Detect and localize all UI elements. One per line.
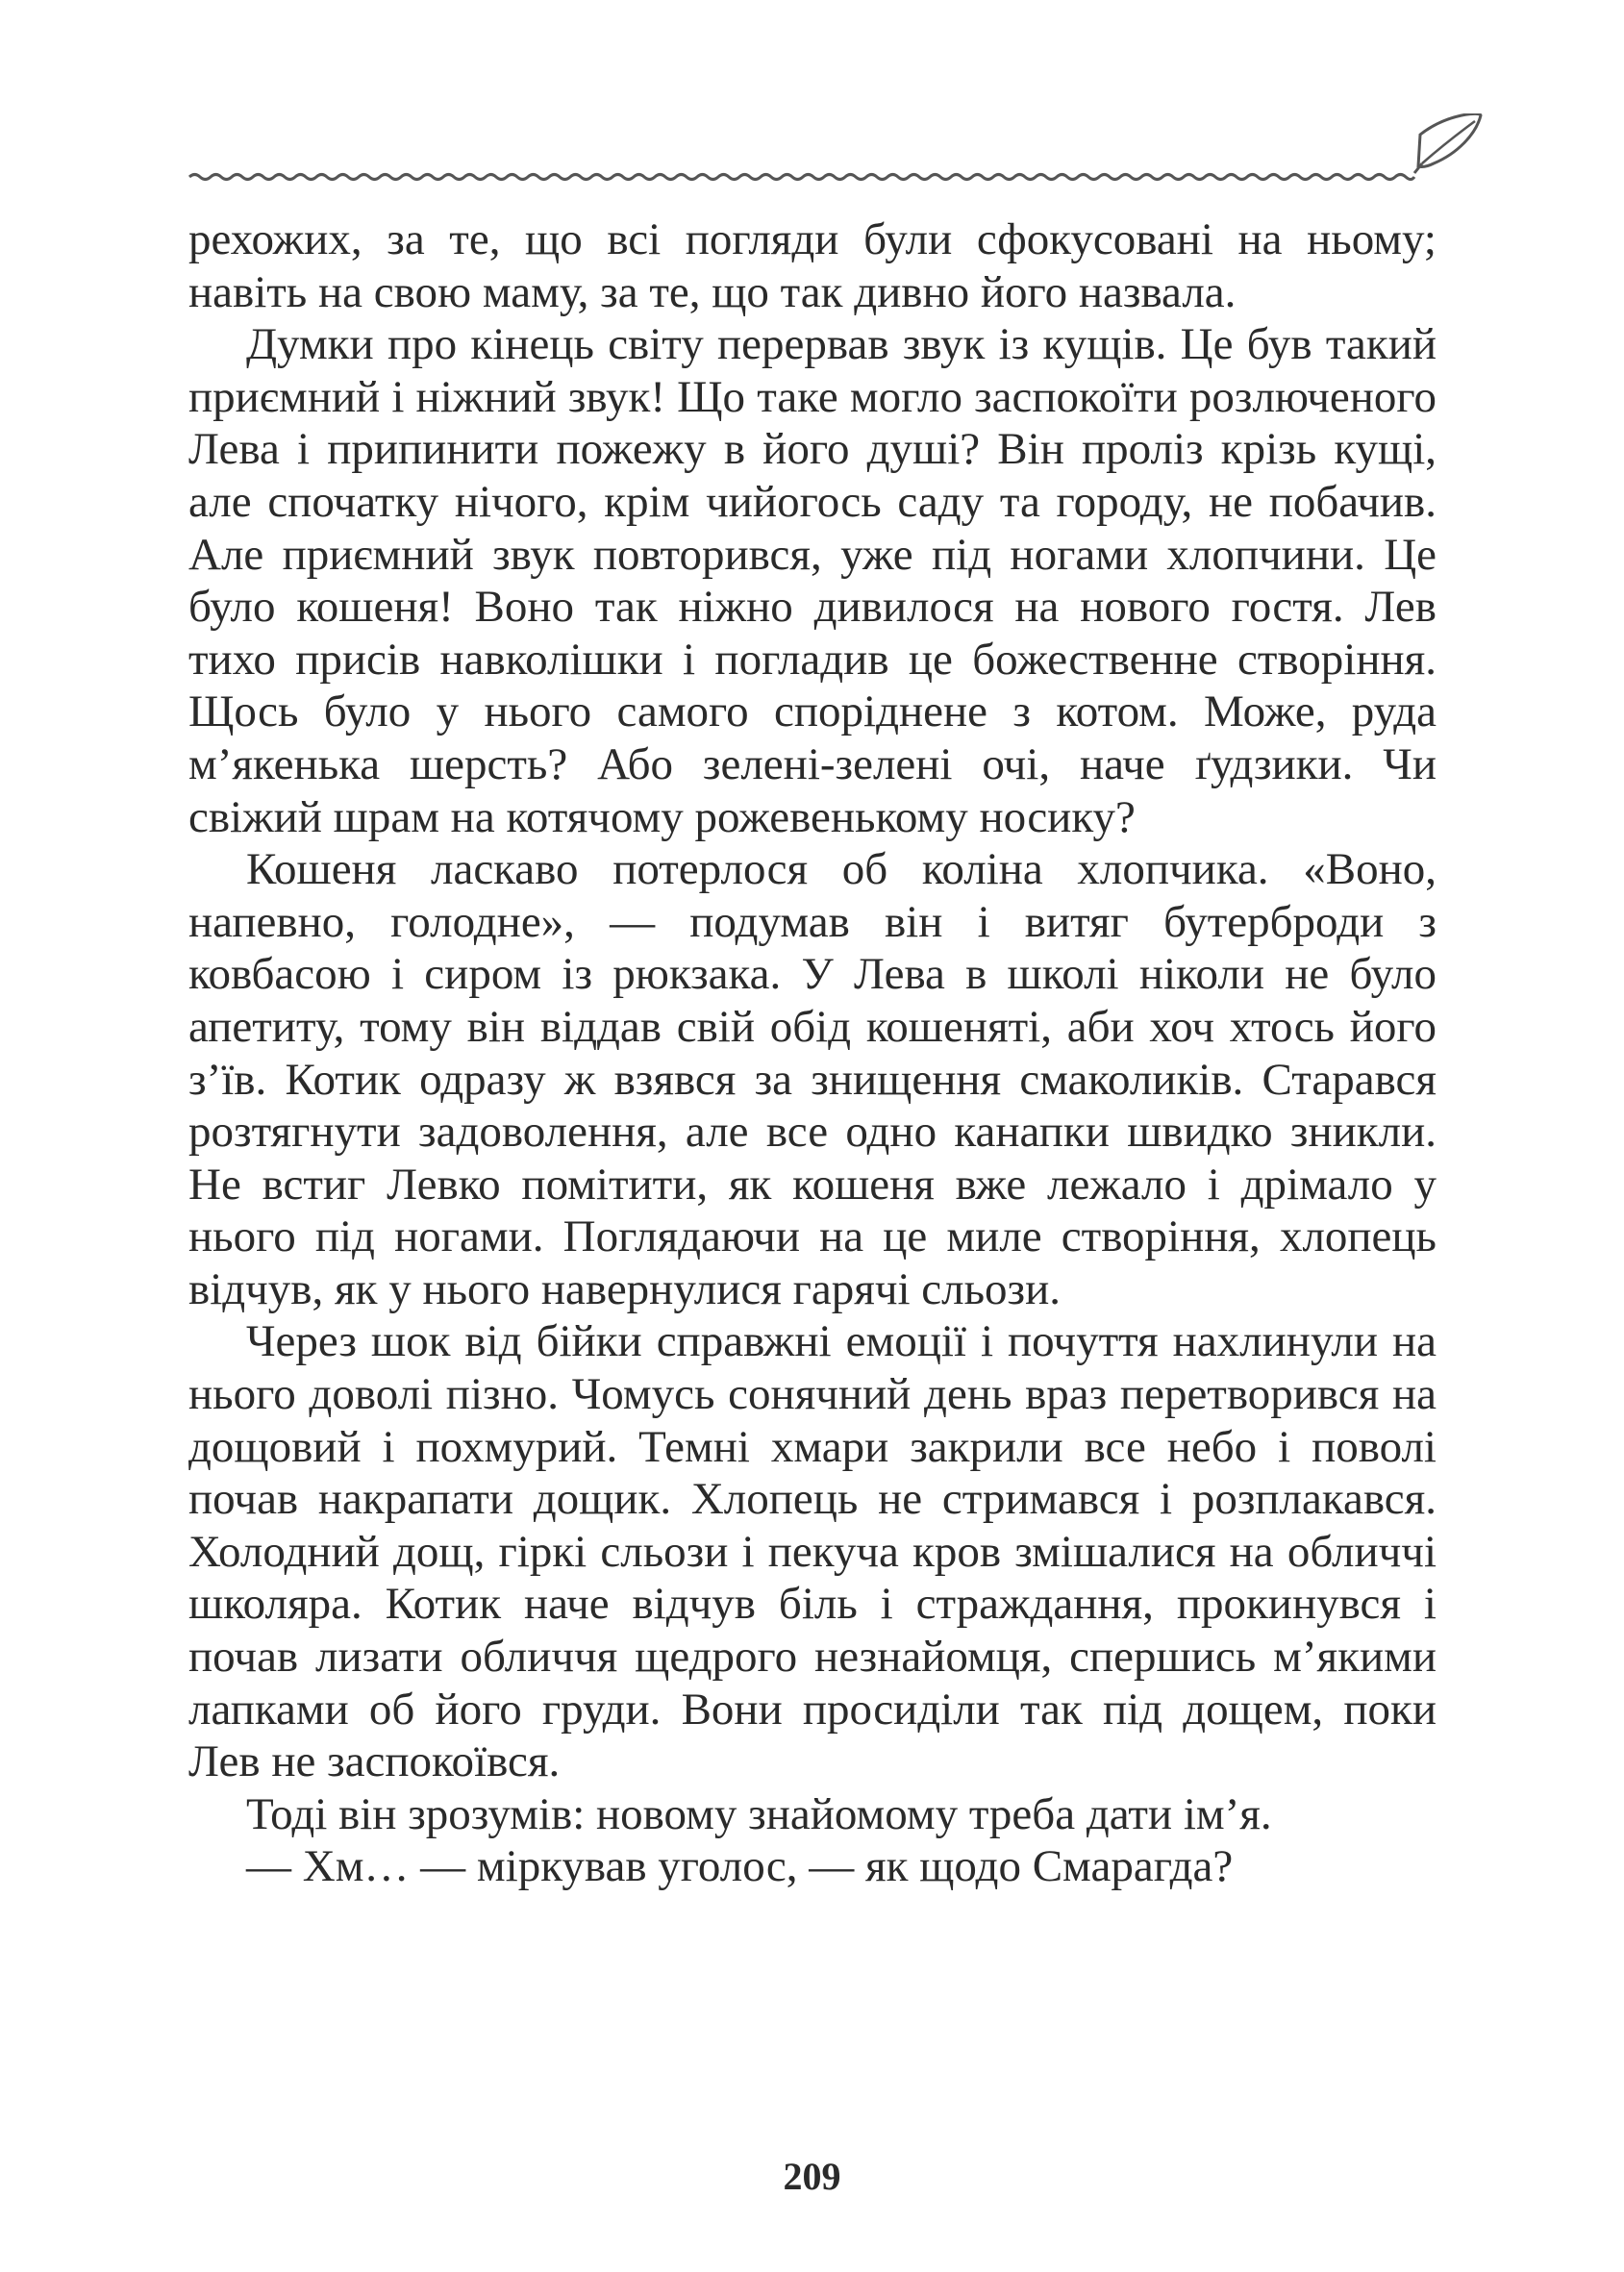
paragraph-5: Тоді він зрозумів: новому знайомому треба дати ім’я. [246, 1788, 1272, 1839]
wavy-divider [189, 175, 1414, 180]
quill-icon [1414, 113, 1481, 173]
page-number: 209 [783, 2155, 841, 2198]
dialogue-line: — Хм… — міркував уголос, — як щодо Смарагда? [246, 1841, 1234, 1892]
body-text [188, 213, 1437, 1893]
paragraph-4: Через шок від бійки справжні емоції і почуття нахлинули на нього доволі пізно. Чомусь сонячний день враз перетворився на дощовий і похмурий. Темні хмари закрили все небо і поволі почав накрапати дощик. Хлопець не стримався і розплакався. Холодний дощ, гіркі сльози і пекуча кров змішалися на обличчі школяра. Котик наче відчув біль і страждання, прокинувся і почав лизати обличчя щедрого незнайомця, спершись м’якими лапками об його груди. Вони просиділи так під дощем, поки Лев не заспокоївся. [188, 1316, 1437, 1787]
header-ornament [187, 113, 1486, 200]
paragraph-1: рехожих, за те, що всі погляди були сфокусовані на ньому; навіть на свою маму, за те, що так дивно його назвала. [188, 214, 1437, 317]
paragraph-2: Думки про кінець світу перервав звук із кущів. Це був такий приємний і ніжний звук! Що таке могло заспокоїти розлюченого Лева і припинити пожежу в його душі? Він проліз крізь кущі, але спочатку нічого, крім чийогось саду та городу, не побачив. Але приємний звук повторився, уже під ногами хлопчини. Це було кошеня! Воно так ніжно дивилося на нового гостя. Лев тихо присів навколішки і погладив це божественне створіння. Щось було у нього самого споріднене з котом. Може, руда м’якенька шерсть? Або зелені-зелені очі, наче ґудзики. Чи свіжий шрам на котячому рожевенькому носику? [188, 319, 1437, 842]
paragraph-3: Кошеня ласкаво потерлося об коліна хлопчика. «Воно, напевно, голодне», — подумав він і витяг бутерброди з ковбасою і сиром із рюкзака. У Лева в школі ніколи не було апетиту, тому він віддав свій обід кошеняті, аби хоч хтось його з’їв. Котик одразу ж взявся за знищення смаколиків. Старався розтягнути задоволення, але все одно канапки швидко зникли. Не встиг Левко помітити, як кошеня вже лежало і дрімало у нього під ногами. Поглядаючи на це миле створіння, хлопець відчув, як у нього навернулися гарячі сльози. [188, 844, 1437, 1314]
